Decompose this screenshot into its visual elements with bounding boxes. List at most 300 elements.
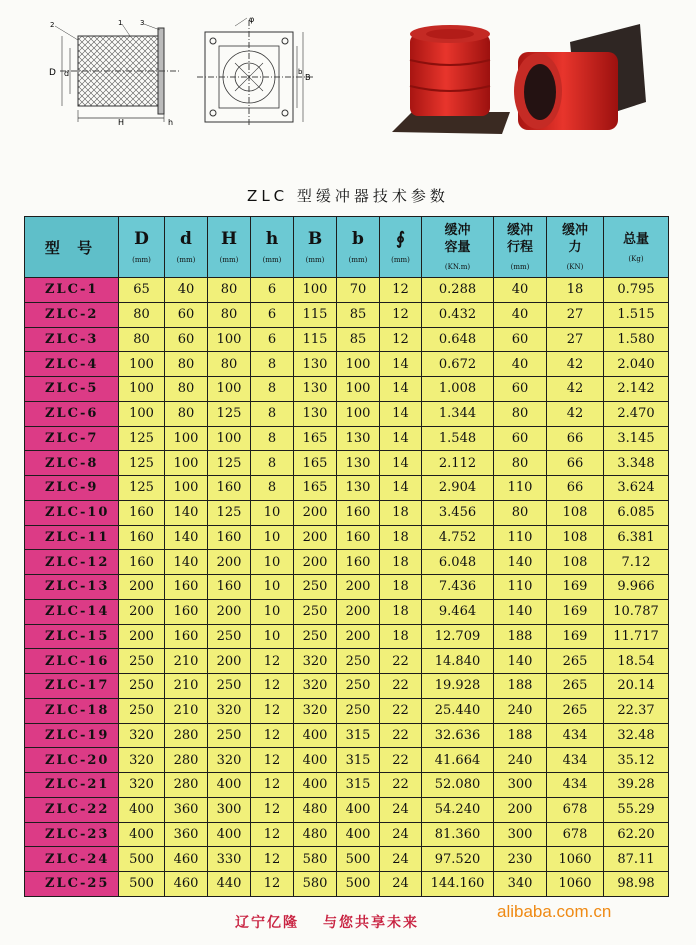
header-label: 行程 [506,240,533,255]
value-cell: 14 [380,352,422,377]
value-cell: 200 [294,500,337,525]
model-cell: ZLC-6 [25,401,119,426]
value-cell: 40 [494,352,547,377]
value-cell: 35.12 [604,748,669,773]
value-cell: 108 [547,500,604,525]
table-row [25,599,669,624]
model-cell: ZLC-15 [25,624,119,649]
value-cell: 9.966 [604,575,669,600]
value-cell: 169 [547,599,604,624]
value-cell: 330 [208,847,251,872]
value-cell: 580 [294,872,337,897]
value-cell: 12 [251,674,294,699]
header-row [25,217,669,278]
header-unit: (KN.m) [444,263,471,271]
value-cell: 110 [494,525,547,550]
value-cell: 18 [380,525,422,550]
value-cell: 140 [165,550,208,575]
value-cell: 500 [337,847,380,872]
value-cell: 60 [165,302,208,327]
model-cell: ZLC-4 [25,352,119,377]
model-cell: ZLC-7 [25,426,119,451]
value-cell: 41.664 [422,748,494,773]
value-cell: 130 [294,377,337,402]
label-3: 3 [140,19,145,27]
watermark-text: alibaba.com.cn [497,902,612,921]
value-cell: 125 [208,500,251,525]
value-cell: 108 [547,525,604,550]
value-cell: 2.040 [604,352,669,377]
value-cell: 87.11 [604,847,669,872]
value-cell: 12 [251,723,294,748]
value-cell: 210 [165,649,208,674]
value-cell: 500 [119,847,165,872]
table-row [25,327,669,352]
table-row [25,847,669,872]
value-cell: 1.008 [422,377,494,402]
value-cell: 22 [380,723,422,748]
table-header [25,217,669,278]
value-cell: 315 [337,748,380,773]
value-cell: 18.54 [604,649,669,674]
value-cell: 200 [494,797,547,822]
value-cell: 130 [294,401,337,426]
header-unit: (KN) [566,263,584,271]
table-row [25,426,669,451]
value-cell: 70 [337,278,380,303]
model-cell: ZLC-22 [25,797,119,822]
value-cell: 320 [208,698,251,723]
header-label: 力 [568,240,582,255]
value-cell: 300 [494,822,547,847]
table-row [25,723,669,748]
value-cell: 24 [380,847,422,872]
value-cell: 1.548 [422,426,494,451]
value-cell: 130 [294,352,337,377]
company-name: 辽宁亿隆 [235,915,299,931]
value-cell: 8 [251,377,294,402]
value-cell: 250 [294,575,337,600]
value-cell: 200 [337,575,380,600]
slogan-text: 与您共享未来 [323,915,419,931]
value-cell: 160 [119,500,165,525]
value-cell: 6 [251,278,294,303]
value-cell: 66 [547,451,604,476]
header-cell [119,217,165,278]
value-cell: 280 [165,723,208,748]
value-cell: 200 [337,599,380,624]
value-cell: 250 [119,698,165,723]
value-cell: 40 [494,278,547,303]
value-cell: 0.672 [422,352,494,377]
value-cell: 460 [165,847,208,872]
table-row [25,624,669,649]
value-cell: 32.636 [422,723,494,748]
value-cell: 3.145 [604,426,669,451]
value-cell: 22 [380,674,422,699]
value-cell: 6 [251,327,294,352]
value-cell: 169 [547,624,604,649]
value-cell: 10 [251,550,294,575]
value-cell: 250 [337,674,380,699]
value-cell: 250 [294,599,337,624]
header-unit: (mm) [132,256,151,264]
value-cell: 240 [494,748,547,773]
value-cell: 115 [294,302,337,327]
value-cell: 250 [119,674,165,699]
value-cell: 19.928 [422,674,494,699]
value-cell: 300 [494,773,547,798]
value-cell: 480 [294,822,337,847]
value-cell: 140 [494,649,547,674]
value-cell: 580 [294,847,337,872]
value-cell: 280 [165,773,208,798]
value-cell: 0.432 [422,302,494,327]
model-cell: ZLC-19 [25,723,119,748]
value-cell: 10.787 [604,599,669,624]
value-cell: 160 [119,525,165,550]
model-cell: ZLC-11 [25,525,119,550]
value-cell: 2.142 [604,377,669,402]
value-cell: 210 [165,698,208,723]
value-cell: 460 [165,872,208,897]
value-cell: 130 [337,426,380,451]
model-cell: ZLC-20 [25,748,119,773]
value-cell: 250 [294,624,337,649]
value-cell: 10 [251,500,294,525]
value-cell: 360 [165,822,208,847]
value-cell: 6 [251,302,294,327]
header-unit: (mm) [510,263,530,271]
value-cell: 678 [547,822,604,847]
header-unit: (mm) [176,256,196,264]
value-cell: 24 [380,822,422,847]
value-cell: 12 [380,278,422,303]
value-cell: 80 [119,302,165,327]
value-cell: 0.795 [604,278,669,303]
header-label: 缓冲 [561,223,588,238]
header-cell [380,217,422,278]
side-view-drawing [40,18,185,128]
model-cell: ZLC-8 [25,451,119,476]
header-cell [604,217,669,278]
value-cell: 11.717 [604,624,669,649]
value-cell: 110 [494,476,547,501]
value-cell: 10 [251,575,294,600]
value-cell: 8 [251,352,294,377]
value-cell: 3.624 [604,476,669,501]
label-2: 2 [50,21,55,29]
value-cell: 12 [251,847,294,872]
header-label: 总量 [622,231,649,247]
table-row [25,550,669,575]
value-cell: 55.29 [604,797,669,822]
value-cell: 160 [165,624,208,649]
value-cell: 54.240 [422,797,494,822]
value-cell: 400 [208,822,251,847]
value-cell: 0.648 [422,327,494,352]
value-cell: 100 [119,401,165,426]
value-cell: 165 [294,451,337,476]
header-label: 缓冲 [444,223,471,238]
value-cell: 480 [294,797,337,822]
table-row [25,872,669,897]
value-cell: 8 [251,401,294,426]
value-cell: 100 [208,377,251,402]
label-1: 1 [118,19,123,27]
value-cell: 315 [337,723,380,748]
value-cell: 250 [337,698,380,723]
value-cell: 80 [165,377,208,402]
value-cell: 400 [208,773,251,798]
value-cell: 24 [380,797,422,822]
value-cell: 2.470 [604,401,669,426]
value-cell: 125 [119,476,165,501]
table-row [25,352,669,377]
value-cell: 1060 [547,872,604,897]
footer-slogan [235,912,443,932]
value-cell: 400 [294,748,337,773]
value-cell: 22.37 [604,698,669,723]
value-cell: 66 [547,476,604,501]
value-cell: 250 [337,649,380,674]
value-cell: 8 [251,451,294,476]
label-phi: φ [249,15,255,24]
value-cell: 110 [494,575,547,600]
value-cell: 3.456 [422,500,494,525]
value-cell: 280 [165,748,208,773]
value-cell: 165 [294,476,337,501]
value-cell: 320 [294,674,337,699]
value-cell: 8 [251,476,294,501]
value-cell: 65 [119,278,165,303]
value-cell: 188 [494,723,547,748]
value-cell: 20.14 [604,674,669,699]
value-cell: 52.080 [422,773,494,798]
header-label: b [352,229,364,249]
value-cell: 40 [494,302,547,327]
value-cell: 12 [251,773,294,798]
model-cell: ZLC-13 [25,575,119,600]
value-cell: 14 [380,401,422,426]
model-cell: ZLC-1 [25,278,119,303]
value-cell: 18 [380,575,422,600]
value-cell: 1.344 [422,401,494,426]
value-cell: 200 [337,624,380,649]
header-cell [422,217,494,278]
value-cell: 22 [380,698,422,723]
value-cell: 14 [380,377,422,402]
value-cell: 10 [251,599,294,624]
value-cell: 130 [337,451,380,476]
value-cell: 42 [547,352,604,377]
table-body [25,278,669,897]
value-cell: 320 [119,773,165,798]
header-label: 缓冲 [506,223,533,238]
value-cell: 10 [251,624,294,649]
value-cell: 360 [165,797,208,822]
model-cell: ZLC-5 [25,377,119,402]
value-cell: 165 [294,426,337,451]
value-cell: 3.348 [604,451,669,476]
value-cell: 0.288 [422,278,494,303]
value-cell: 678 [547,797,604,822]
value-cell: 18 [380,550,422,575]
header-cell [251,217,294,278]
value-cell: 6.381 [604,525,669,550]
value-cell: 40 [165,278,208,303]
product-photo [390,12,680,142]
value-cell: 85 [337,302,380,327]
value-cell: 240 [494,698,547,723]
table-row [25,377,669,402]
model-cell: ZLC-21 [25,773,119,798]
value-cell: 250 [208,674,251,699]
value-cell: 500 [337,872,380,897]
header-unit: (mm) [305,256,325,264]
value-cell: 300 [208,797,251,822]
model-cell: ZLC-10 [25,500,119,525]
value-cell: 500 [119,872,165,897]
header-label: ∮ [396,229,405,249]
header-label: D [134,229,149,249]
front-view-drawing [195,14,315,129]
value-cell: 7.12 [604,550,669,575]
label-H: H [118,118,125,127]
value-cell: 400 [294,773,337,798]
table-row [25,649,669,674]
value-cell: 200 [208,649,251,674]
value-cell: 315 [337,773,380,798]
value-cell: 160 [337,525,380,550]
value-cell: 100 [337,352,380,377]
value-cell: 200 [294,550,337,575]
value-cell: 12 [251,698,294,723]
label-b: b [298,68,303,76]
value-cell: 1.580 [604,327,669,352]
value-cell: 160 [208,525,251,550]
header-cell [25,217,119,278]
value-cell: 100 [337,377,380,402]
value-cell: 108 [547,550,604,575]
value-cell: 42 [547,377,604,402]
value-cell: 115 [294,327,337,352]
value-cell: 60 [494,327,547,352]
header-label: h [265,229,279,249]
value-cell: 97.520 [422,847,494,872]
value-cell: 1060 [547,847,604,872]
value-cell: 265 [547,698,604,723]
value-cell: 14 [380,476,422,501]
header-cell [337,217,380,278]
header-cell [165,217,208,278]
value-cell: 400 [294,723,337,748]
value-cell: 14 [380,451,422,476]
value-cell: 434 [547,773,604,798]
header-cell [547,217,604,278]
table-row [25,278,669,303]
value-cell: 434 [547,723,604,748]
value-cell: 169 [547,575,604,600]
value-cell: 400 [119,797,165,822]
model-cell: ZLC-24 [25,847,119,872]
value-cell: 9.464 [422,599,494,624]
header-unit: (Kg) [628,254,644,263]
table-row [25,302,669,327]
value-cell: 160 [208,575,251,600]
value-cell: 80 [208,302,251,327]
label-d: d [64,69,70,78]
value-cell: 160 [165,575,208,600]
value-cell: 22 [380,649,422,674]
value-cell: 160 [208,476,251,501]
value-cell: 12.709 [422,624,494,649]
header-cell [294,217,337,278]
value-cell: 8 [251,426,294,451]
value-cell: 85 [337,327,380,352]
value-cell: 12 [380,302,422,327]
value-cell: 144.160 [422,872,494,897]
value-cell: 250 [119,649,165,674]
value-cell: 188 [494,624,547,649]
value-cell: 200 [119,575,165,600]
value-cell: 250 [208,723,251,748]
table-row [25,822,669,847]
value-cell: 140 [494,550,547,575]
table-row [25,575,669,600]
value-cell: 12 [251,748,294,773]
value-cell: 12 [251,649,294,674]
value-cell: 100 [337,401,380,426]
value-cell: 12 [380,327,422,352]
model-cell: ZLC-16 [25,649,119,674]
header-unit: (mm) [262,256,282,264]
value-cell: 60 [494,377,547,402]
value-cell: 24 [380,872,422,897]
value-cell: 200 [208,599,251,624]
value-cell: 66 [547,426,604,451]
header-label: 容量 [444,240,471,255]
value-cell: 18 [380,624,422,649]
value-cell: 62.20 [604,822,669,847]
value-cell: 320 [119,748,165,773]
value-cell: 80 [208,278,251,303]
value-cell: 100 [119,352,165,377]
value-cell: 340 [494,872,547,897]
header-cell [494,217,547,278]
label-B: B [305,73,311,82]
value-cell: 265 [547,649,604,674]
value-cell: 80 [165,401,208,426]
value-cell: 100 [165,451,208,476]
value-cell: 440 [208,872,251,897]
value-cell: 200 [119,599,165,624]
value-cell: 12 [251,872,294,897]
value-cell: 22 [380,773,422,798]
value-cell: 230 [494,847,547,872]
value-cell: 140 [494,599,547,624]
table-row [25,525,669,550]
value-cell: 210 [165,674,208,699]
value-cell: 42 [547,401,604,426]
value-cell: 98.98 [604,872,669,897]
value-cell: 12 [251,822,294,847]
value-cell: 140 [165,500,208,525]
value-cell: 250 [208,624,251,649]
value-cell: 12 [251,797,294,822]
value-cell: 60 [165,327,208,352]
table-row [25,748,669,773]
